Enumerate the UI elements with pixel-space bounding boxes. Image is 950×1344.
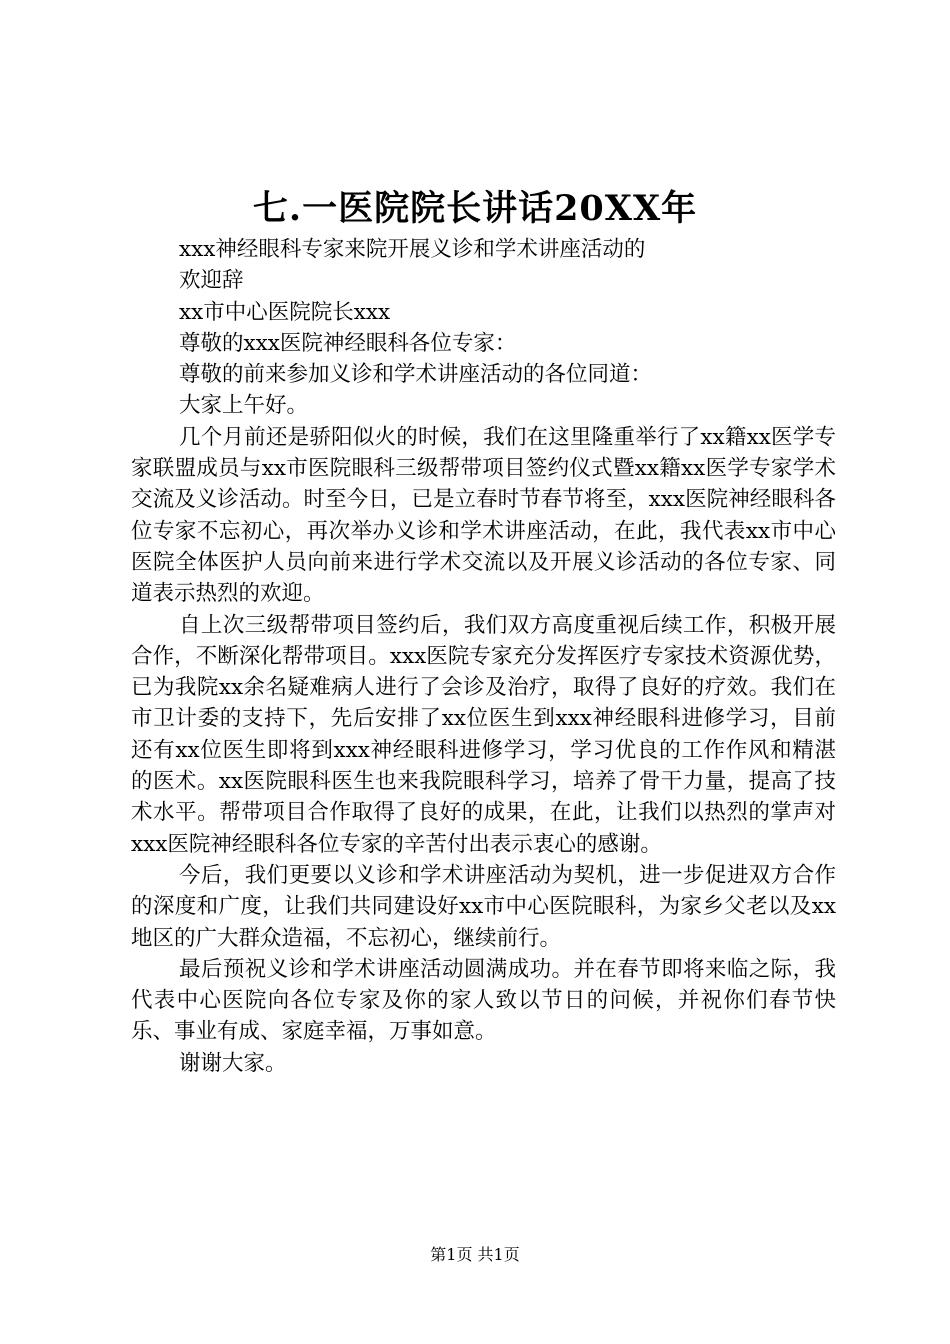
paragraph-4: 最后预祝义诊和学术讲座活动圆满成功。并在春节即将来临之际，我代表中心医院向各位专家及你的家人致以节日的问候，并祝你们春节快乐、事业有成、家庭幸福，万事如意。 [131,956,836,1045]
page-footer: 第1页 共1页 [430,1245,520,1264]
paragraph-2: 自上次三级帮带项目签约后，我们双方高度重视后续工作，积极开展合作，不断深化帮带项目。xxx医院专家充分发挥医疗专家技术资源优势，已为我院xx余名疑难病人进行了会诊及治疗，取得了良好的疗效。我们在市卫计委的支持下，先后安排了xx位医生到xxx神经眼科进修学习，目前还有xx位医生即将到xxx神经眼科进修学习，学习优良的工作作风和精湛的医术。xx医院眼科医生也来我院眼科学习，培养了骨干力量，提高了技术水平。帮带项目合作取得了良好的成果，在此，让我们以热烈的掌声对xxx医院神经眼科各位专家的辛苦付出表示衷心的感谢。 [131,612,836,857]
salutation-colleagues: 尊敬的前来参加义诊和学术讲座活动的各位同道： [179,362,653,388]
subtitle-line-2: 欢迎辞 [179,268,244,294]
salutation-experts: 尊敬的xxx医院神经眼科各位专家： [179,330,517,356]
closing-line: 谢谢大家。 [179,1050,287,1076]
document-body [131,234,836,1079]
paragraph-1: 几个月前还是骄阳似火的时候，我们在这里隆重举行了xx籍xx医学专家联盟成员与xx市医院眼科三级帮带项目签约仪式暨xx籍xx医学专家学术交流及义诊活动。时至今日，已是立春时节春节将至，xxx医院神经眼科各位专家不忘初心，再次举办义诊和学术讲座活动，在此，我代表xx市中心医院全体医护人员向前来进行学术交流以及开展义诊活动的各位专家、同道表示热烈的欢迎。 [131,424,836,607]
subtitle-line-1: xxx神经眼科专家来院开展义诊和学术讲座活动的 [179,237,646,262]
author-line: xx市中心医院院长xxx [179,299,391,325]
paragraph-3: 今后，我们更要以义诊和学术讲座活动为契机，进一步促进双方合作的深度和广度，让我们共同建设好xx市中心医院眼科，为家乡父老以及xx地区的广大群众造福，不忘初心，继续前行。 [131,862,836,951]
document-title: 七.一医院院长讲话20XX年 [252,188,698,229]
greeting-line: 大家上午好。 [179,393,309,419]
